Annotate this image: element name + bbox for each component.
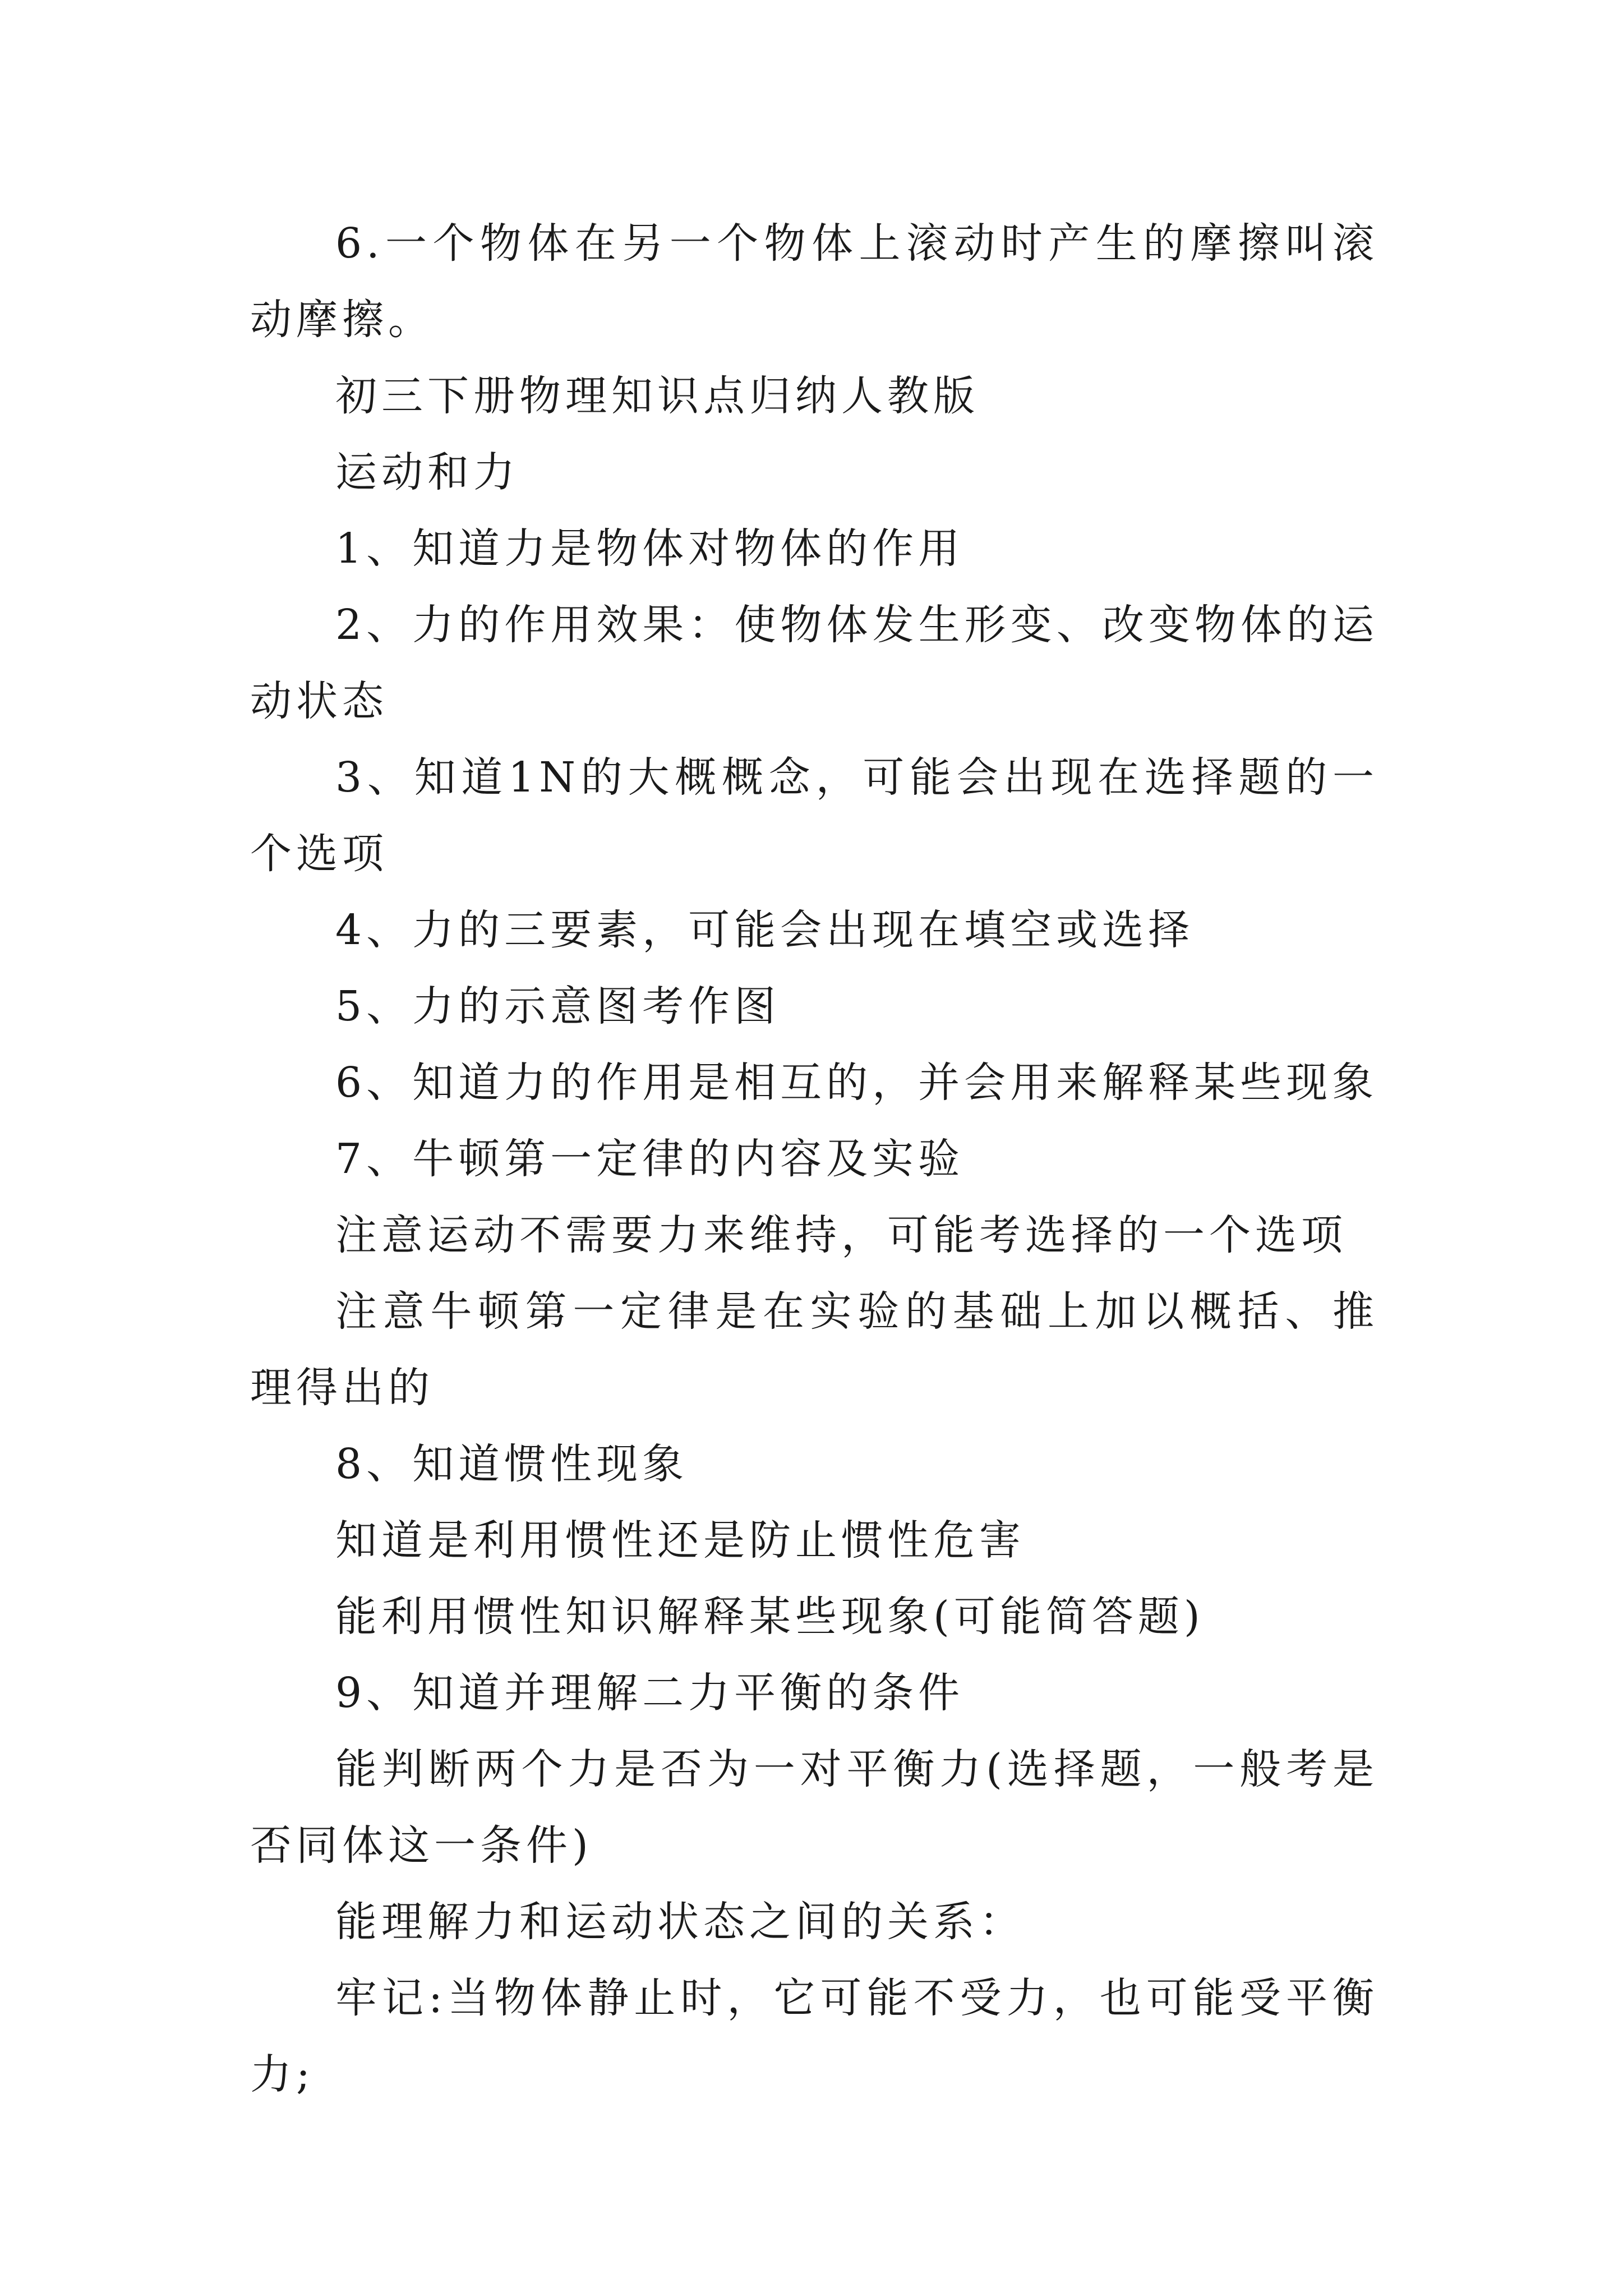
paragraph: 9、知道并理解二力平衡的条件 xyxy=(335,1669,965,1717)
paragraph: 2、力的作用效果：使物体发生形变、改变物体的运动状态 xyxy=(250,601,1378,725)
paragraph: 能理解力和运动状态之间的关系： xyxy=(335,1898,1025,1946)
paragraph: 5、力的示意图考作图 xyxy=(335,982,781,1030)
paragraph: 3、知道1N的大概概念，可能会出现在选择题的一个选项 xyxy=(250,753,1378,878)
paragraph: 1、知道力是物体对物体的作用 xyxy=(335,524,965,573)
section-heading: 运动和力 xyxy=(335,448,519,496)
document-body xyxy=(250,205,1378,2113)
paragraph: 能判断两个力是否为一对平衡力(选择题，一般考是否同体这一条件) xyxy=(250,1745,1378,1870)
paragraph: 初三下册物理知识点归纳人教版 xyxy=(335,372,979,420)
paragraph: 注意运动不需要力来维持，可能考选择的一个选项 xyxy=(335,1211,1347,1259)
paragraph: 知道是利用惯性还是防止惯性危害 xyxy=(335,1516,1025,1565)
paragraph: 7、牛顿第一定律的内容及实验 xyxy=(335,1135,965,1183)
paragraph: 能利用惯性知识解释某些现象(可能简答题) xyxy=(335,1593,1205,1641)
paragraph: 6.一个物体在另一个物体上滚动时产生的摩擦叫滚动摩擦。 xyxy=(250,219,1378,344)
paragraph: 牢记:当物体静止时，它可能不受力，也可能受平衡力; xyxy=(250,1974,1378,2099)
paragraph: 注意牛顿第一定律是在实验的基础上加以概括、推理得出的 xyxy=(250,1287,1378,1412)
paragraph: 8、知道惯性现象 xyxy=(335,1440,689,1488)
paragraph: 6、知道力的作用是相互的，并会用来解释某些现象 xyxy=(335,1059,1378,1107)
paragraph: 4、力的三要素，可能会出现在填空或选择 xyxy=(335,906,1195,954)
